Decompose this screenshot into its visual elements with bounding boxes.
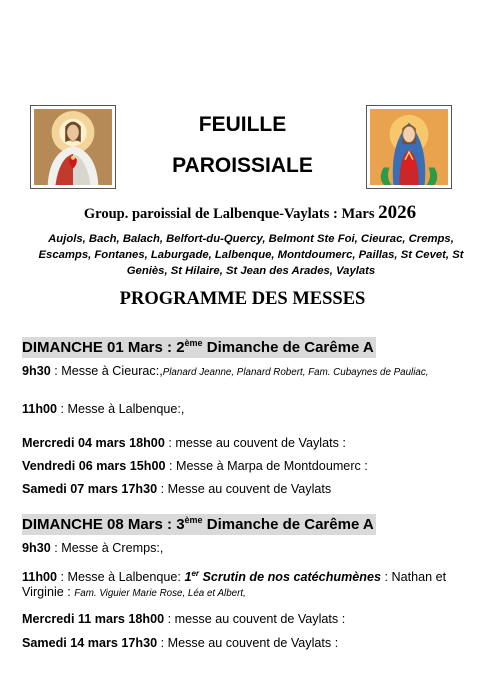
sacred-heart-of-jesus-illustration <box>34 109 112 185</box>
mass-description: : Messe au couvent de Vaylats : <box>157 636 339 650</box>
mass-description: : Messe à Cremps:, <box>50 541 164 555</box>
mass-description: : Messe à Lalbenque:, <box>57 402 185 416</box>
mass-entry-cremps <box>22 541 480 556</box>
sunday-heading-sup: ème <box>184 515 203 525</box>
sunday-heading-text: DIMANCHE 08 Mars : 3 <box>22 516 185 533</box>
title-line-1: FEUILLE <box>198 113 287 136</box>
mass-entry-lalbenque-1 <box>22 402 480 417</box>
mass-intentions: Planard Jeanne, Planard Robert, Fam. Cubaynes de Pauliac, <box>162 367 429 378</box>
sunday-heading-text: DIMANCHE 01 Mars : 2 <box>22 339 185 356</box>
sunday-heading-rest: Dimanche de Carême A <box>202 339 374 356</box>
mass-time: 11h00 <box>22 570 58 584</box>
sacred-heart-of-jesus-image <box>30 105 116 189</box>
sunday-heading-week2 <box>22 514 376 535</box>
scrutin-label <box>184 570 381 584</box>
mass-time: 11h00 <box>22 402 58 416</box>
mass-description: : messe au couvent de Vaylats : <box>164 436 346 450</box>
mass-entry-sat-07 <box>22 482 480 497</box>
mass-description: : messe au couvent de Vaylats : <box>164 612 346 626</box>
mass-entry-wed-04 <box>22 436 480 451</box>
mass-description: : Messe à Marpa de Montdoumerc : <box>165 459 368 473</box>
mass-date: Samedi 07 mars 17h30 <box>22 482 158 496</box>
mass-date: Mercredi 11 mars 18h00 <box>22 612 165 626</box>
mass-time: 9h30 <box>22 364 51 378</box>
immaculate-heart-of-mary-image <box>366 105 452 189</box>
mass-description: : Messe à Cieurac:, <box>50 364 163 378</box>
programme-title: PROGRAMME DES MESSES <box>119 289 366 309</box>
title-line-2: PAROISSIALE <box>172 154 313 177</box>
immaculate-heart-of-mary-illustration <box>370 109 448 185</box>
mass-date: Vendredi 06 mars 15h00 <box>22 459 166 473</box>
mass-time: 9h30 <box>22 541 51 555</box>
parish-group-subtitle <box>0 202 500 224</box>
subtitle-year: 2026 <box>378 202 417 223</box>
mass-description: : Messe à Lalbenque: <box>57 570 185 584</box>
mass-date: Mercredi 04 mars 18h00 <box>22 436 165 450</box>
scrutin-text: Scrutin de nos catéchumènes <box>199 570 381 584</box>
mass-entry-fri-06 <box>22 459 480 474</box>
mass-entry-cieurac <box>22 364 480 380</box>
mass-entry-wed-11 <box>22 612 480 627</box>
scrutin-sup: er <box>191 569 200 578</box>
mass-description: : Messe au couvent de Vaylats <box>157 482 332 496</box>
mass-entry-sat-14 <box>22 636 480 651</box>
mass-entry-lalbenque-2 <box>22 566 480 601</box>
subtitle-text: Group. paroissial de Lalbenque-Vaylats : Mars <box>83 206 379 222</box>
sunday-heading-sup: ème <box>184 338 203 348</box>
mass-intentions: Fam. Viguier Marie Rose, Léa et Albert, <box>74 588 246 599</box>
mass-description-continued: : Nathan et Virginie : <box>22 570 447 599</box>
mass-date: Samedi 14 mars 17h30 <box>22 636 158 650</box>
scrutin-number: 1 <box>184 570 192 584</box>
sunday-heading-week1 <box>22 337 376 358</box>
sunday-heading-rest: Dimanche de Carême A <box>202 516 374 533</box>
villages-list: Aujols, Bach, Balach, Belfort-du-Quercy, Belmont Ste Foi, Cieurac, Cremps, Escamps, Fontanes, Laburgade, Lalbenque, Montdoumerc, Paillas, St Cevet, St Geniès, St Hilaire, St Jean des Arades, Vaylats <box>38 233 464 277</box>
